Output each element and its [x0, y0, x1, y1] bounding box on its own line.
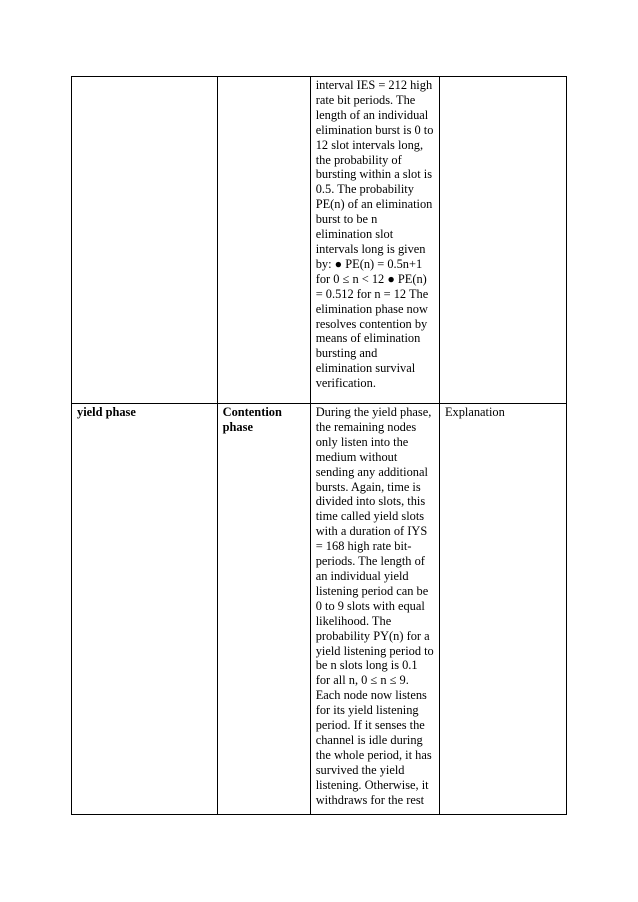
description-text: During the yield phase, the remaining nodes only listen into the medium without sending any additional bursts. Again, time is divided into slots, this time called yield slots with a duration of IYS = 168 high rate bit-periods. The length of an individual yield listening period can be 0 to 9 slots with equal likelihood. The probability PY(n) for a yield listening period to be n slots long is 0.1 for all n, 0 ≤ n ≤ 9. Each node now listens for its yield listening period. If it senses the channel is idle during the whole period, it has survived the yield listening. Otherwise, it withdraws for the rest [315, 405, 434, 807]
description-cell [310, 77, 439, 404]
category-cell [217, 404, 310, 815]
category-cell [217, 77, 310, 404]
category-text: Contention phase [222, 405, 282, 434]
term-cell [72, 404, 218, 815]
type-cell [439, 77, 566, 404]
table-row [72, 77, 567, 404]
description-text: interval IES = 212 high rate bit periods. The length of an individual elimination burst is 0 to 12 slot intervals long, the probability of bursting within a slot is 0.5. The probability PE(n) of an elimination burst to be n elimination slot intervals long is given by: ● PE(n) = 0.5n+1 for 0 ≤ n < 12 ● PE(n) = 0.512 for n = 12 The elimination phase now resolves contention by means of elimination bursting and elimination survival verification. [315, 78, 434, 391]
type-cell [439, 404, 566, 815]
term-text: yield phase [77, 405, 136, 419]
description-cell [310, 404, 439, 815]
table-row [72, 404, 567, 815]
glossary-table [71, 76, 567, 815]
term-cell [72, 77, 218, 404]
type-text: Explanation [444, 405, 505, 419]
